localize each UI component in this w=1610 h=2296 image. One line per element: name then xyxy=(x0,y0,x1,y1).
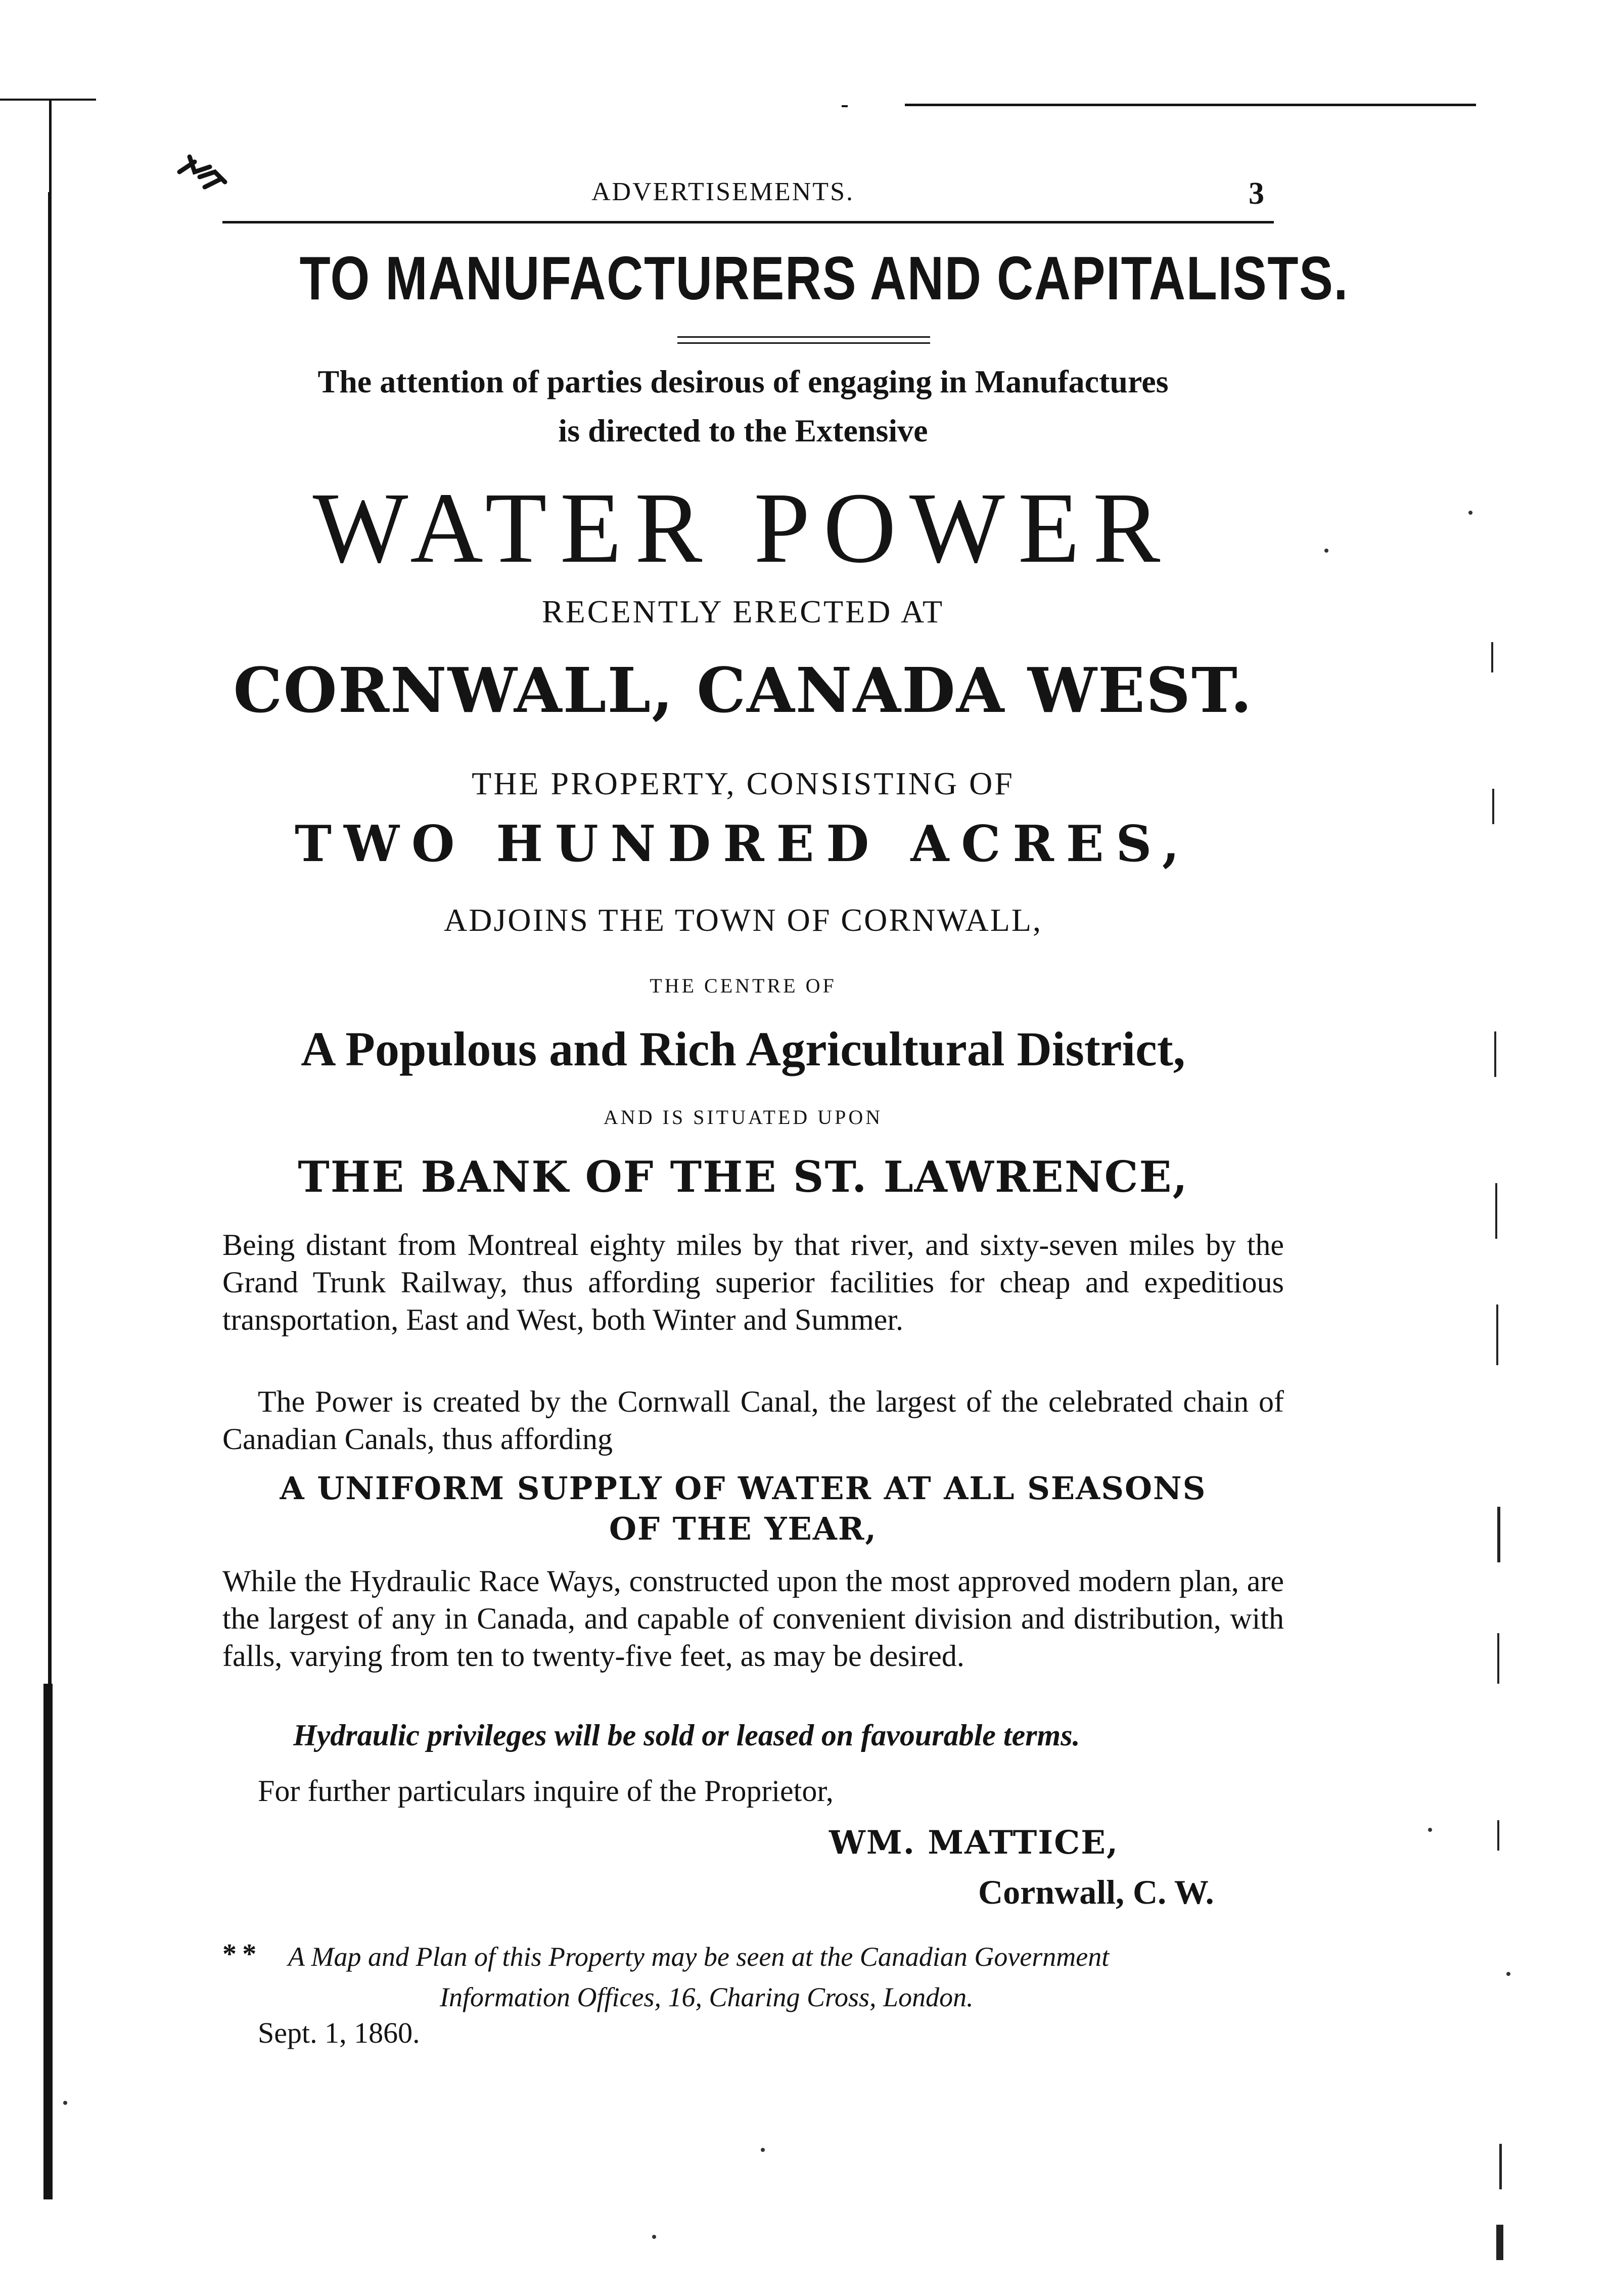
scan-speck xyxy=(1497,1633,1499,1684)
privileges-line: Hydraulic privileges will be sold or leased on favourable terms. xyxy=(293,1719,1080,1752)
scan-speck xyxy=(1492,789,1494,824)
headline-double-rule xyxy=(677,342,930,344)
ornament-icon xyxy=(174,152,230,192)
uniform-supply-line-1: A UNIFORM SUPPLY OF WATER AT ALL SEASONS xyxy=(280,1470,1207,1507)
scan-speck xyxy=(652,2235,656,2239)
running-title: ADVERTISEMENTS. xyxy=(591,177,854,206)
scan-speck xyxy=(1506,1972,1510,1976)
left-binding-line xyxy=(0,99,96,101)
left-binding-line xyxy=(49,99,52,195)
date-line: Sept. 1, 1860. xyxy=(258,2016,420,2049)
page-number: 3 xyxy=(1249,176,1264,211)
header-rule xyxy=(222,221,1274,223)
situated-upon: AND IS SITUATED UPON xyxy=(603,1106,883,1129)
centre-of: THE CENTRE OF xyxy=(650,974,837,997)
scan-speck xyxy=(1496,1304,1498,1365)
location-title: CORNWALL, CANADA WEST. xyxy=(233,654,1253,727)
left-binding-line xyxy=(48,192,52,1684)
top-edge-line xyxy=(905,104,1476,106)
intro-line-2: is directed to the Extensive xyxy=(558,413,928,448)
scan-speck xyxy=(1468,511,1473,515)
left-binding-line xyxy=(43,1684,53,2199)
paragraph-power: The Power is created by the Cornwall Canal, the largest of the celebrated chain of Canadian Canals, thus affording xyxy=(222,1385,1284,1456)
scan-speck xyxy=(1497,1820,1499,1851)
property-consisting: THE PROPERTY, CONSISTING OF xyxy=(472,766,1015,801)
headline-double-rule xyxy=(677,336,930,338)
scan-speck xyxy=(1324,549,1328,553)
scan-speck xyxy=(63,2101,67,2105)
inquire-line: For further particulars inquire of the Proprietor, xyxy=(258,1774,834,1808)
uniform-supply-line-2: OF THE YEAR, xyxy=(609,1510,877,1547)
scan-speck xyxy=(1497,1507,1500,1562)
proprietor-name: WM. MATTICE, xyxy=(829,1824,1119,1862)
scan-speck xyxy=(1428,1828,1432,1832)
scan-speck xyxy=(1495,1183,1497,1239)
scan-speck xyxy=(1494,1031,1496,1077)
intro-line-1: The attention of parties desirous of engaging in Manufactures xyxy=(317,364,1169,399)
scan-speck xyxy=(761,2148,765,2152)
bank-st-lawrence: THE BANK OF THE ST. LAWRENCE, xyxy=(298,1152,1188,1202)
district-line: A Populous and Rich Agricultural District, xyxy=(301,1022,1185,1076)
two-hundred-acres: TWO HUNDRED ACRES, xyxy=(295,815,1191,873)
water-power-title: WATER POWER xyxy=(312,472,1174,584)
footnote-line-1: A Map and Plan of this Property may be seen at the Canadian Government xyxy=(288,1942,1110,1972)
scan-speck xyxy=(1499,2144,1502,2189)
recently-erected: RECENTLY ERECTED AT xyxy=(541,594,945,629)
scan-speck xyxy=(1491,642,1493,672)
adjoins-town: ADJOINS THE TOWN OF CORNWALL, xyxy=(444,902,1042,938)
paragraph-distance: Being distant from Montreal eighty miles by that river, and sixty-seven miles by the Grand Trunk Railway, thus affording superior facilities for cheap and expeditious transportation, East and West, both Winter and Summer. xyxy=(222,1228,1284,1336)
headline: TO MANUFACTURERS AND CAPITALISTS. xyxy=(299,244,1349,312)
scan-speck xyxy=(1496,2225,1503,2260)
footnote-line-2: Information Offices, 16, Charing Cross, London. xyxy=(440,1982,974,2012)
top-edge-line xyxy=(842,105,848,107)
paragraph-raceways: While the Hydraulic Race Ways, constructed upon the most approved modern plan, are the largest of any in Canada, and capable of convenient division and distribution, with falls, varying from ten to twenty-five feet, as may be desired. xyxy=(222,1564,1284,1673)
proprietor-place: Cornwall, C. W. xyxy=(978,1873,1214,1911)
footnote-asterism: * * xyxy=(222,1939,257,1970)
